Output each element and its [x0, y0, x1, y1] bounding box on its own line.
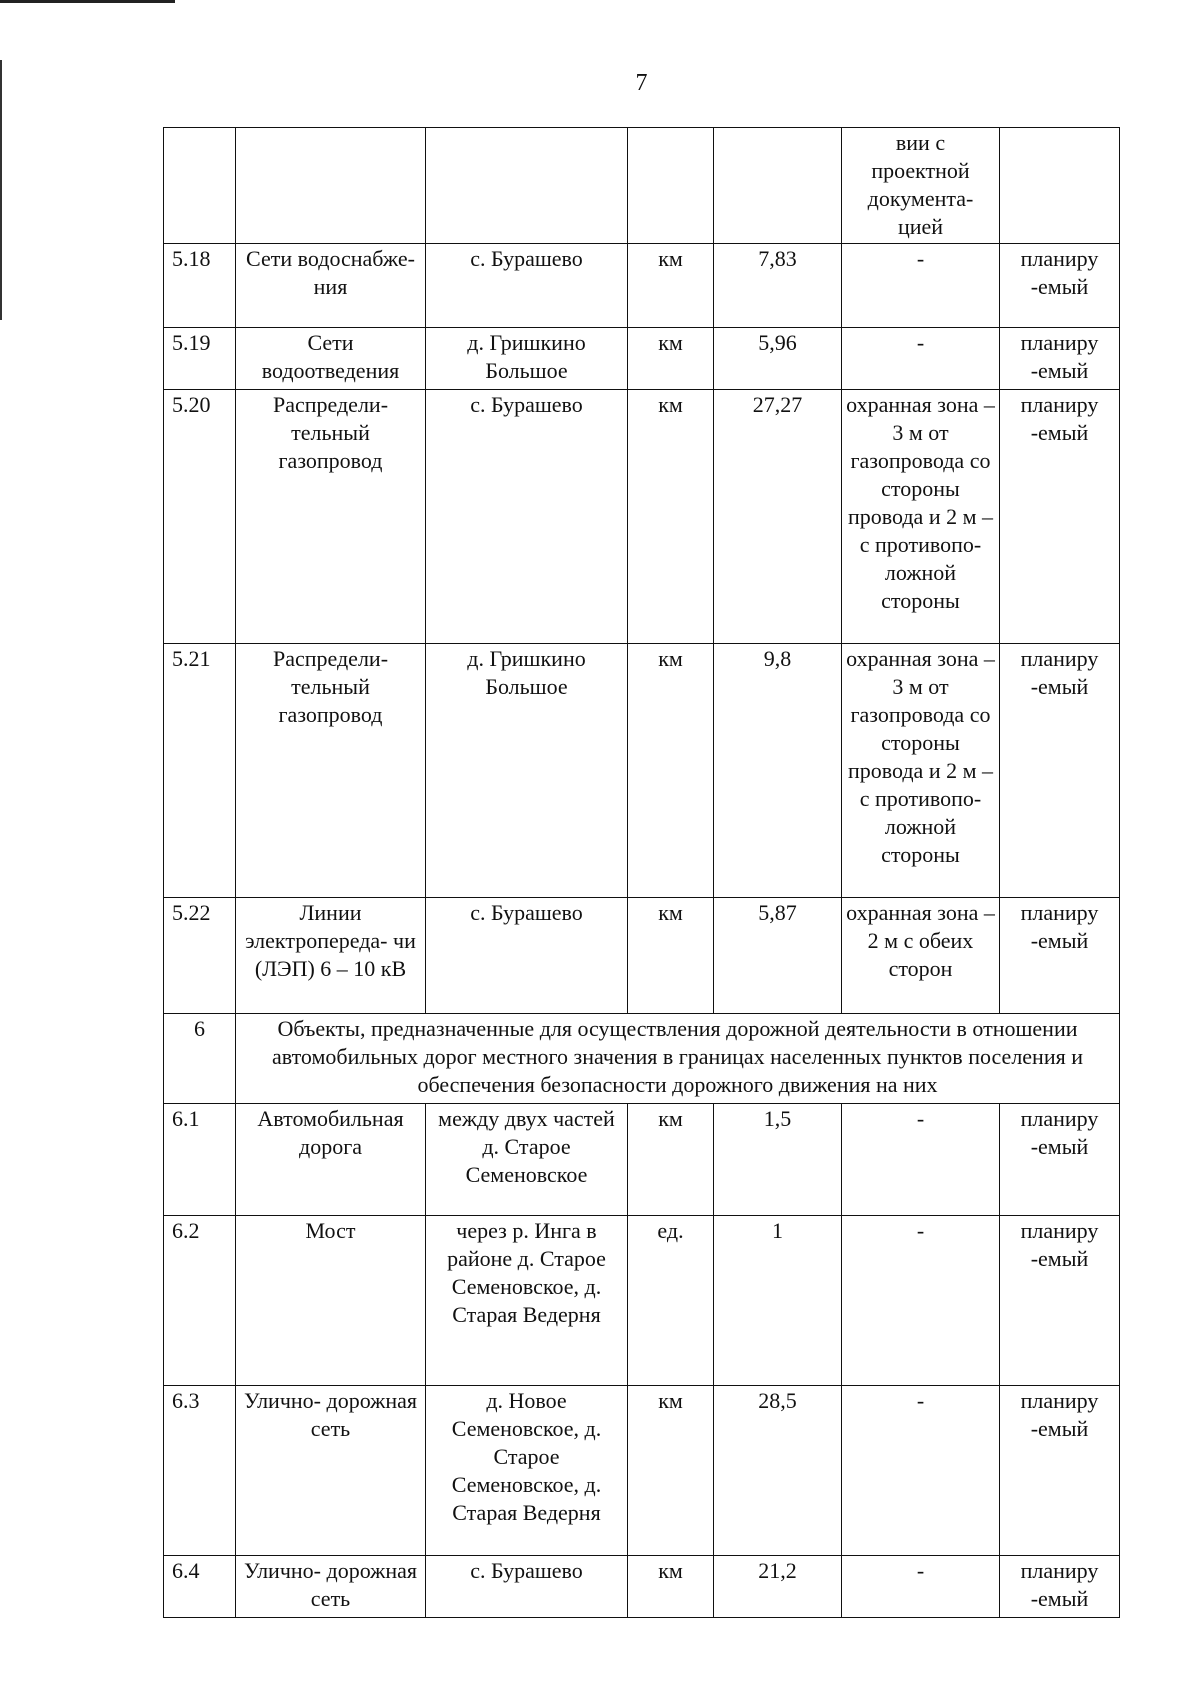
cell-status: планиру -емый — [1000, 1216, 1120, 1386]
cell-unit: км — [628, 1556, 714, 1618]
cell-unit: ед. — [628, 1216, 714, 1386]
cell-name — [236, 128, 426, 244]
table-row — [164, 1216, 1120, 1386]
cell-value: 9,8 — [714, 644, 842, 898]
cell-unit: км — [628, 244, 714, 328]
cell-num: 6.1 — [164, 1104, 236, 1216]
cell-zone: - — [842, 328, 1000, 390]
cell-value: 1,5 — [714, 1104, 842, 1216]
cell-num: 6.4 — [164, 1556, 236, 1618]
cell-unit: км — [628, 328, 714, 390]
cell-value: 7,83 — [714, 244, 842, 328]
cell-zone: - — [842, 1104, 1000, 1216]
cell-location: через р. Инга в районе д. Старое Семеновское, д. Старая Ведерня — [426, 1216, 628, 1386]
cell-zone: охранная зона – 3 м от газопровода со стороны провода и 2 м – с противопо- ложной стороны — [842, 644, 1000, 898]
cell-zone: - — [842, 1556, 1000, 1618]
cell-num: 6.2 — [164, 1216, 236, 1386]
cell-num — [164, 128, 236, 244]
cell-value: 1 — [714, 1216, 842, 1386]
cell-value: 21,2 — [714, 1556, 842, 1618]
cell-num: 6.3 — [164, 1386, 236, 1556]
cell-location: д. Гришкино Большое — [426, 644, 628, 898]
cell-unit: км — [628, 644, 714, 898]
cell-num: 5.21 — [164, 644, 236, 898]
cell-status: планиру -емый — [1000, 244, 1120, 328]
cell-status: планиру -емый — [1000, 1556, 1120, 1618]
table-row — [164, 898, 1120, 1014]
cell-location: с. Бурашево — [426, 1556, 628, 1618]
section-num: 6 — [164, 1014, 236, 1104]
table-row — [164, 328, 1120, 390]
cell-unit: км — [628, 1104, 714, 1216]
cell-status: планиру -емый — [1000, 644, 1120, 898]
cell-value — [714, 128, 842, 244]
cell-zone: - — [842, 1216, 1000, 1386]
scan-edge-top — [0, 0, 175, 3]
cell-location: между двух частей д. Старое Семеновское — [426, 1104, 628, 1216]
cell-zone: - — [842, 1386, 1000, 1556]
objects-table — [163, 127, 1120, 1618]
table-row — [164, 128, 1120, 244]
cell-unit — [628, 128, 714, 244]
cell-name: Линии электропереда- чи (ЛЭП) 6 – 10 кВ — [236, 898, 426, 1014]
cell-name: Сети водоснабже- ния — [236, 244, 426, 328]
section-title: Объекты, предназначенные для осуществления дорожной деятельности в отношении автомобильных дорог местного значения в границах населенных пунктов поселения и обеспечения безопасности дорожного движения на них — [236, 1014, 1120, 1104]
table-row — [164, 1386, 1120, 1556]
cell-num: 5.22 — [164, 898, 236, 1014]
cell-zone: охранная зона – 3 м от газопровода со стороны провода и 2 м – с противопо- ложной стороны — [842, 390, 1000, 644]
cell-num: 5.19 — [164, 328, 236, 390]
cell-name: Автомобильная дорога — [236, 1104, 426, 1216]
section-row — [164, 1014, 1120, 1104]
scan-edge-left — [0, 60, 2, 320]
table-row — [164, 644, 1120, 898]
cell-location: с. Бурашево — [426, 244, 628, 328]
cell-name: Улично- дорожная сеть — [236, 1386, 426, 1556]
cell-location: с. Бурашево — [426, 898, 628, 1014]
page-number: 7 — [635, 70, 648, 96]
cell-status: планиру -емый — [1000, 1104, 1120, 1216]
cell-name: Улично- дорожная сеть — [236, 1556, 426, 1618]
cell-unit: км — [628, 390, 714, 644]
cell-location: с. Бурашево — [426, 390, 628, 644]
cell-num: 5.20 — [164, 390, 236, 644]
cell-unit: км — [628, 898, 714, 1014]
cell-value: 28,5 — [714, 1386, 842, 1556]
cell-value: 27,27 — [714, 390, 842, 644]
cell-location — [426, 128, 628, 244]
cell-num: 5.18 — [164, 244, 236, 328]
cell-status: планиру -емый — [1000, 1386, 1120, 1556]
table-row — [164, 1556, 1120, 1618]
cell-zone: охранная зона – 2 м с обеих сторон — [842, 898, 1000, 1014]
cell-value: 5,96 — [714, 328, 842, 390]
cell-location: д. Новое Семеновское, д. Старое Семеновское, д. Старая Ведерня — [426, 1386, 628, 1556]
cell-zone: вии с проектной документа- цией — [842, 128, 1000, 244]
table-row — [164, 244, 1120, 328]
cell-status: планиру -емый — [1000, 898, 1120, 1014]
cell-zone: - — [842, 244, 1000, 328]
cell-name: Распредели- тельный газопровод — [236, 390, 426, 644]
cell-status: планиру -емый — [1000, 390, 1120, 644]
cell-name: Мост — [236, 1216, 426, 1386]
cell-name: Сети водоотведения — [236, 328, 426, 390]
cell-location: д. Гришкино Большое — [426, 328, 628, 390]
cell-status — [1000, 128, 1120, 244]
cell-unit: км — [628, 1386, 714, 1556]
table-row — [164, 1104, 1120, 1216]
cell-value: 5,87 — [714, 898, 842, 1014]
cell-name: Распредели- тельный газопровод — [236, 644, 426, 898]
cell-status: планиру -емый — [1000, 328, 1120, 390]
table-row — [164, 390, 1120, 644]
